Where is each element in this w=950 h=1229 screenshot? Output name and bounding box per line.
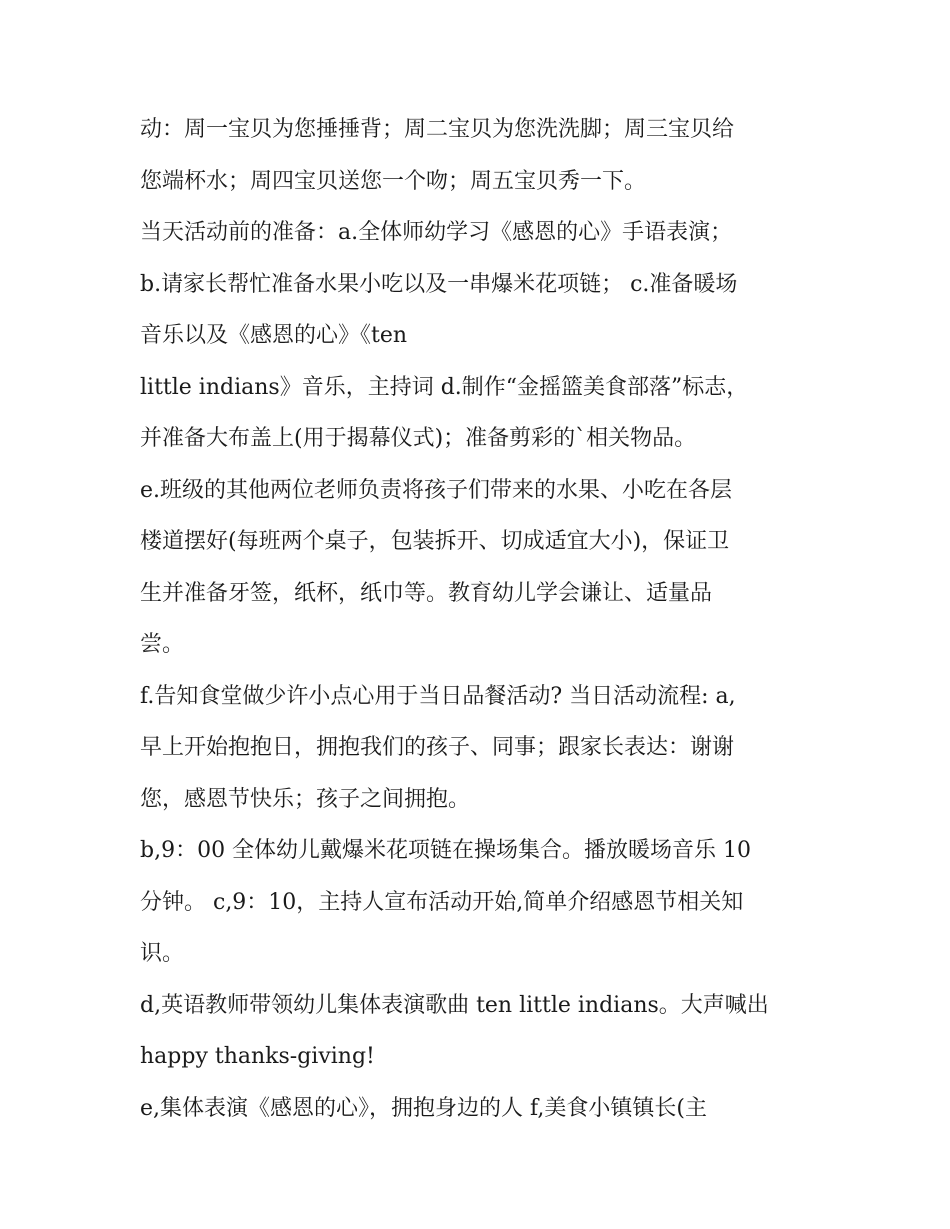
text-line: 早上开始抱抱日，拥抱我们的孩子、同事；跟家长表达：谢谢 (140, 735, 735, 760)
text-line: b.请家长帮忙准备水果小吃以及一串爆米花项链； c.准备暖场 (140, 271, 738, 297)
document-body (140, 104, 820, 1134)
text-line: e.班级的其他两位老师负责将孩子们带来的水果、小吃在各层 (140, 477, 733, 503)
text-line: 动：周一宝贝为您捶捶背；周二宝贝为您洗洗脚；周三宝贝给 (140, 117, 735, 142)
text-line: f.告知食堂做少许小点心用于当日品餐活动? 当日活动流程: a, (140, 683, 736, 709)
text-line: happy thanks-giving! (140, 1044, 375, 1069)
text-line: 您，感恩节快乐；孩子之间拥抱。 (140, 786, 471, 812)
text-line: 识。 (140, 941, 185, 966)
text-line: 您端杯水；周四宝贝送您一个吻；周五宝贝秀一下。 (140, 168, 647, 194)
text-line: 分钟。 c,9：10，主持人宣布活动开始,简单介绍感恩节相关知 (140, 889, 744, 915)
text-line: little indians》音乐，主持词 d.制作“金摇篮美食部落”标志， (140, 374, 749, 400)
text-line: 音乐以及《感恩的心》《ten (140, 323, 408, 348)
text-line: d,英语教师带领幼儿集体表演歌曲 ten little indians。大声喊出 (140, 992, 769, 1018)
text-line: 当天活动前的准备：a.全体师幼学习《感恩的心》手语表演； (140, 220, 733, 245)
text-line: b,9：00 全体幼儿戴爆米花项链在操场集合。播放暖场音乐 10 (140, 838, 752, 863)
text-line: 楼道摆好(每班两个桌子，包装拆开、切成适宜大小)，保证卫 (140, 529, 730, 554)
text-line: e,集体表演《感恩的心》，拥抱身边的人 f,美食小镇镇长(主 (140, 1095, 707, 1121)
text-line: 尝。 (140, 632, 185, 657)
text-line: 并准备大布盖上(用于揭幕仪式)；准备剪彩的`相关物品。 (140, 426, 697, 451)
text-line: 生并准备牙签，纸杯，纸巾等。教育幼儿学会谦让、适量品 (140, 580, 713, 606)
